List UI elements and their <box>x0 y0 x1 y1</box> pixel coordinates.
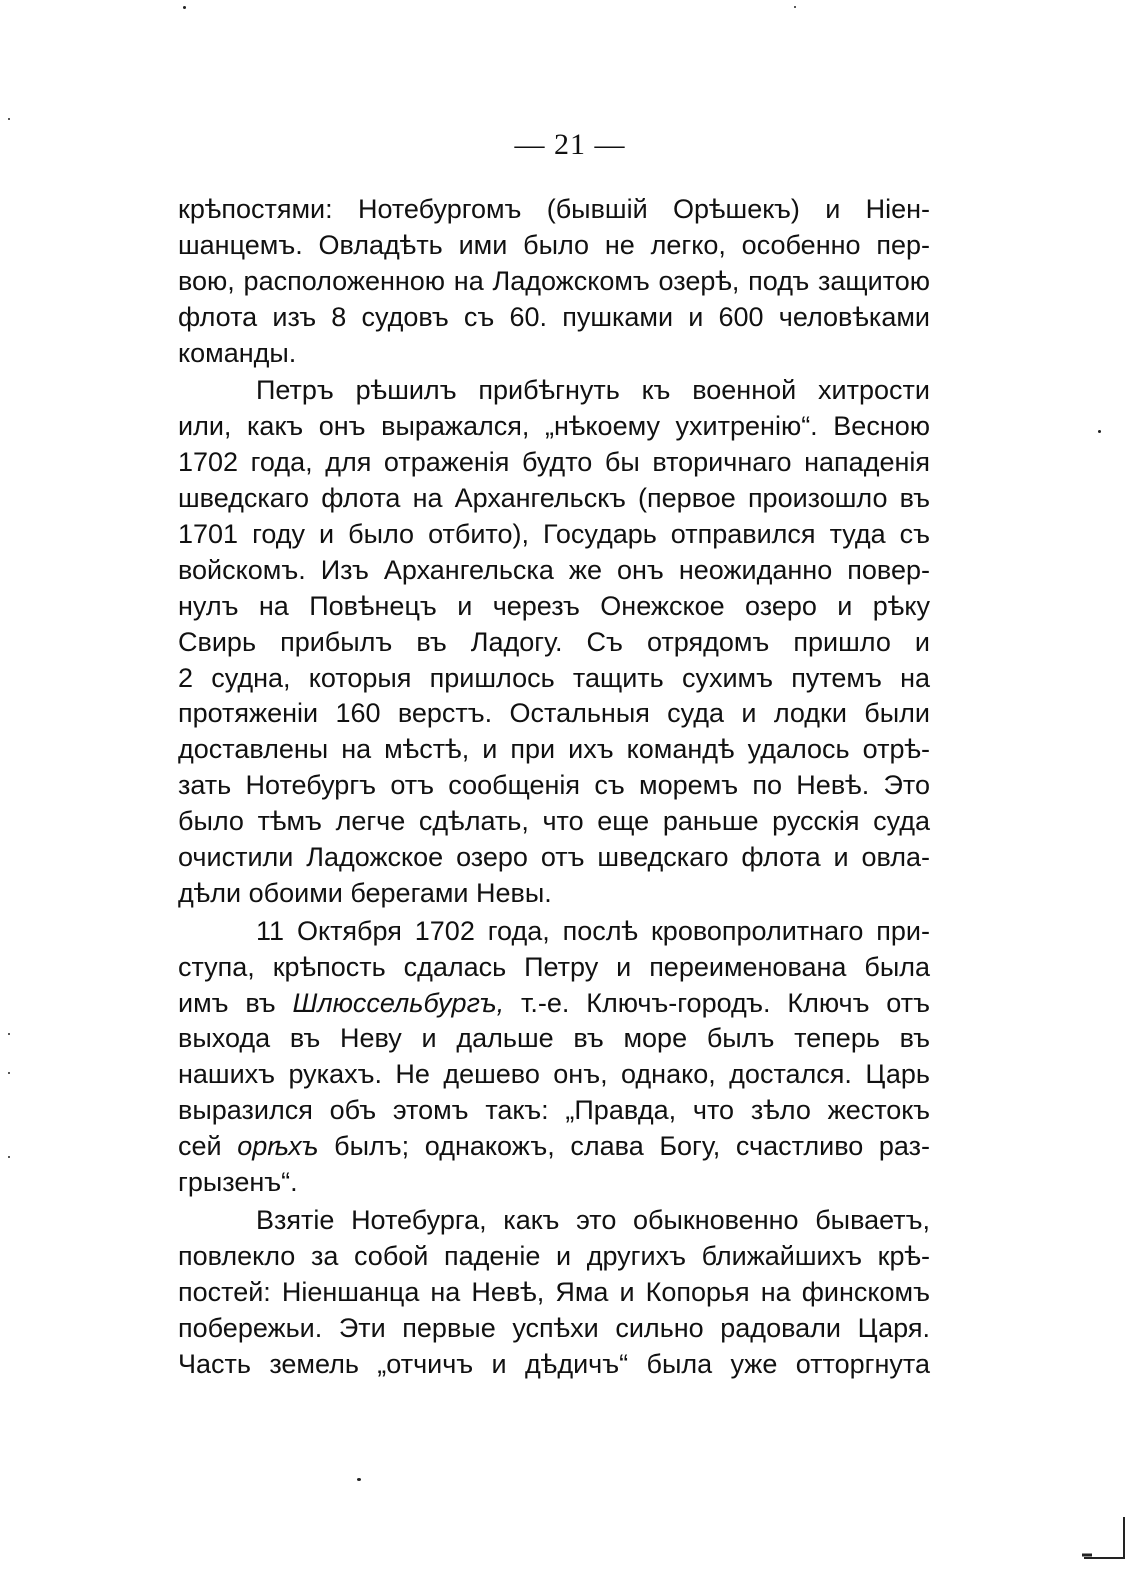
text-line: доставлены на мѣстѣ, и при ихъ командѣ удалось отрѣ- <box>178 734 930 765</box>
text-line: 2 судна, которыя пришлось тащить сухимъ путемъ на <box>178 662 930 693</box>
text-line: шведскаго флота на Архангельскъ (первое произошло въ <box>178 483 930 514</box>
text-run: имъ въ <box>178 987 293 1018</box>
text-line <box>178 986 930 1022</box>
text-line: Часть земель „отчичъ и дѣдичъ“ была уже отторгнута <box>178 1348 930 1379</box>
scan-speck <box>183 6 186 9</box>
page-number: — 21 — <box>514 128 626 161</box>
text-line: нашихъ рукахъ. Не дешево онъ, однако, достался. Царь <box>178 1059 930 1090</box>
text-run: т.-е. Ключъ-городъ. Ключъ отъ <box>504 987 930 1018</box>
text-line: постей: Ніеншанца на Невѣ, Яма и Копорья на финскомъ <box>178 1276 930 1307</box>
text-line: 1702 года, для отраженія будто бы вторичнаго нападенія <box>178 447 930 478</box>
text-line: выразился объ этомъ такъ: „Правда, что зѣло жестокъ <box>178 1095 930 1126</box>
scan-speck <box>8 1156 10 1158</box>
text-line: Свирь прибылъ въ Ладогу. Съ отрядомъ пришло и <box>178 626 930 657</box>
scan-speck <box>8 1033 10 1035</box>
text-line: Петръ рѣшилъ прибѣгнуть къ военной хитрости <box>256 375 930 406</box>
text-run: сей <box>178 1131 238 1162</box>
text-line: шанцемъ. Овладѣть ими было не легко, особенно пер- <box>178 229 930 260</box>
text-line: команды. <box>178 337 297 368</box>
text-line: выхода въ Неву и дальше въ море былъ теперь въ <box>178 1023 930 1054</box>
text-line: или, какъ онъ выражался, „нѣкоему ухитренію“. Весною <box>178 411 930 442</box>
text-line: дѣли обоими берегами Невы. <box>178 877 552 908</box>
text-line: зать Нотебургъ отъ сообщенія съ моремъ по Невѣ. Это <box>178 770 930 801</box>
text-run: былъ; однакожъ, слава Богу, счастливо раз- <box>318 1131 930 1162</box>
scan-speck <box>8 118 10 120</box>
text-line: войскомъ. Изъ Архангельска же онъ неожиданно повер- <box>178 554 930 585</box>
corner-bracket-mark <box>1078 1515 1126 1560</box>
scan-speck <box>1098 430 1101 433</box>
text-line: Взятіе Нотебурга, какъ это обыкновенно бываетъ, <box>256 1204 930 1235</box>
text-line: очистили Ладожское озеро отъ шведскаго флота и овла- <box>178 842 930 873</box>
text-line: грызенъ“. <box>178 1167 298 1198</box>
text-line: вою, расположенною на Ладожскомъ озерѣ, подъ защитою <box>178 265 930 296</box>
italic-word: орѣхъ <box>237 1131 319 1162</box>
text-line: ступа, крѣпость сдалась Петру и переименована была <box>178 951 930 982</box>
scan-speck <box>794 6 796 8</box>
text-line: флота изъ 8 судовъ съ 60. пушками и 600 человѣками <box>178 301 930 332</box>
text-line: протяженіи 160 верстъ. Остальныя суда и лодки были <box>178 698 930 729</box>
text-line <box>178 1129 930 1165</box>
scan-speck <box>8 1072 10 1074</box>
text-line: побережьи. Эти первые успѣхи сильно радовали Царя. <box>178 1312 930 1343</box>
body-text <box>178 192 930 1382</box>
text-line: 1701 году и было отбито), Государь отправился туда съ <box>178 519 930 550</box>
italic-place-name: Шлюссельбургъ, <box>292 987 505 1018</box>
text-line: 11 Октября 1702 года, послѣ кровопролитнаго при- <box>256 915 930 946</box>
text-line: крѣпостями: Нотебургомъ (бывшій Орѣшекъ) и Ніен- <box>178 194 930 224</box>
text-line: было тѣмъ легче сдѣлать, что еще раньше русскія суда <box>178 806 930 837</box>
text-line: нулъ на Повѣнецъ и черезъ Онежское озеро и рѣку <box>178 590 930 621</box>
text-line: повлекло за собой паденіе и другихъ ближайшихъ крѣ- <box>178 1240 930 1271</box>
scan-speck <box>357 1478 361 1481</box>
